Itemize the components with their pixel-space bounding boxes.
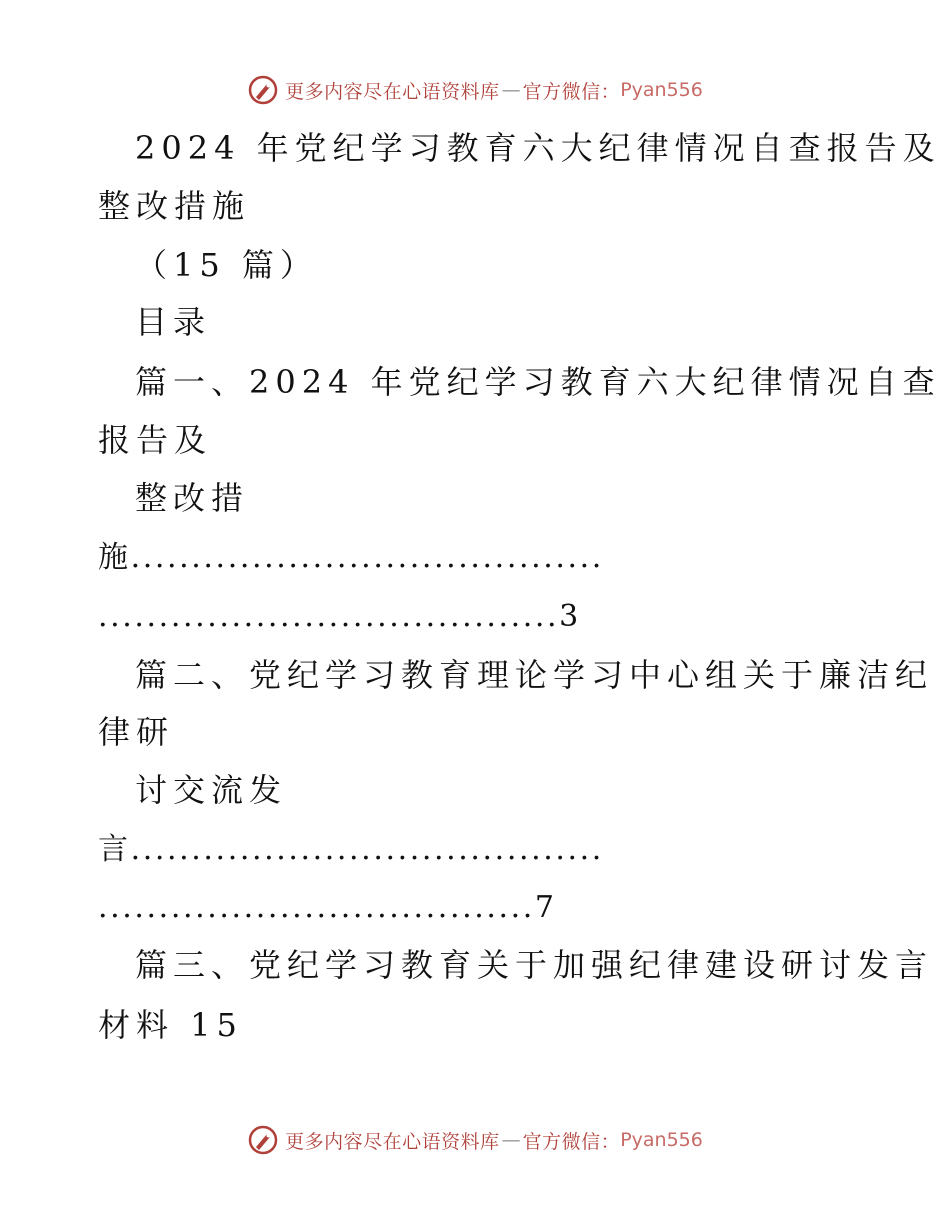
toc-entry-2-leader-end[interactable]: ....................................7: [98, 890, 557, 925]
watermark-footer: [0, 1120, 950, 1160]
toc-entry-2-line3[interactable]: 讨交流发: [135, 771, 288, 809]
watermark-handle: Pyan556: [620, 1129, 703, 1151]
watermark-wechat-label: 官方微信：: [522, 1130, 621, 1153]
watermark-wechat-label: 官方微信：: [522, 80, 621, 103]
toc-heading: 目录: [135, 303, 212, 341]
toc-entry-3-line1[interactable]: 篇三、党纪学习教育关于加强纪律建设研讨发言: [135, 946, 934, 984]
watermark-text: 更多内容尽在心语资料库: [285, 80, 500, 103]
watermark-separator: —: [501, 79, 521, 101]
toc-entry-1-line1[interactable]: 篇一、2024 年党纪学习教育六大纪律情况自查: [135, 363, 941, 401]
toc-entry-3-line2[interactable]: 材料 15: [98, 1006, 243, 1044]
watermark-separator: —: [501, 1129, 521, 1151]
toc-entry-1-line2[interactable]: 报告及: [98, 421, 213, 459]
toc-entry-2-line2[interactable]: 律研: [98, 713, 175, 751]
toc-entry-1-leader-start[interactable]: 施.......................................: [98, 540, 604, 575]
watermark-text: 更多内容尽在心语资料库: [285, 1130, 500, 1153]
pen-nib-icon: [247, 1124, 279, 1156]
document-title-line2: 整改措施: [98, 187, 251, 225]
toc-entry-2-line1[interactable]: 篇二、党纪学习教育理论学习中心组关于廉洁纪: [135, 656, 934, 694]
watermark-header: [0, 70, 950, 110]
document-title-line1: 2024 年党纪学习教育六大纪律情况自查报告及: [135, 129, 941, 167]
toc-entry-2-leader-start[interactable]: 言.......................................: [98, 832, 604, 867]
toc-entry-1-leader-end[interactable]: ......................................3: [98, 599, 581, 634]
pen-nib-icon: [247, 74, 279, 106]
document-count: （15 篇）: [135, 246, 318, 284]
watermark-handle: Pyan556: [620, 79, 703, 101]
toc-entry-1-line3[interactable]: 整改措: [135, 479, 250, 517]
